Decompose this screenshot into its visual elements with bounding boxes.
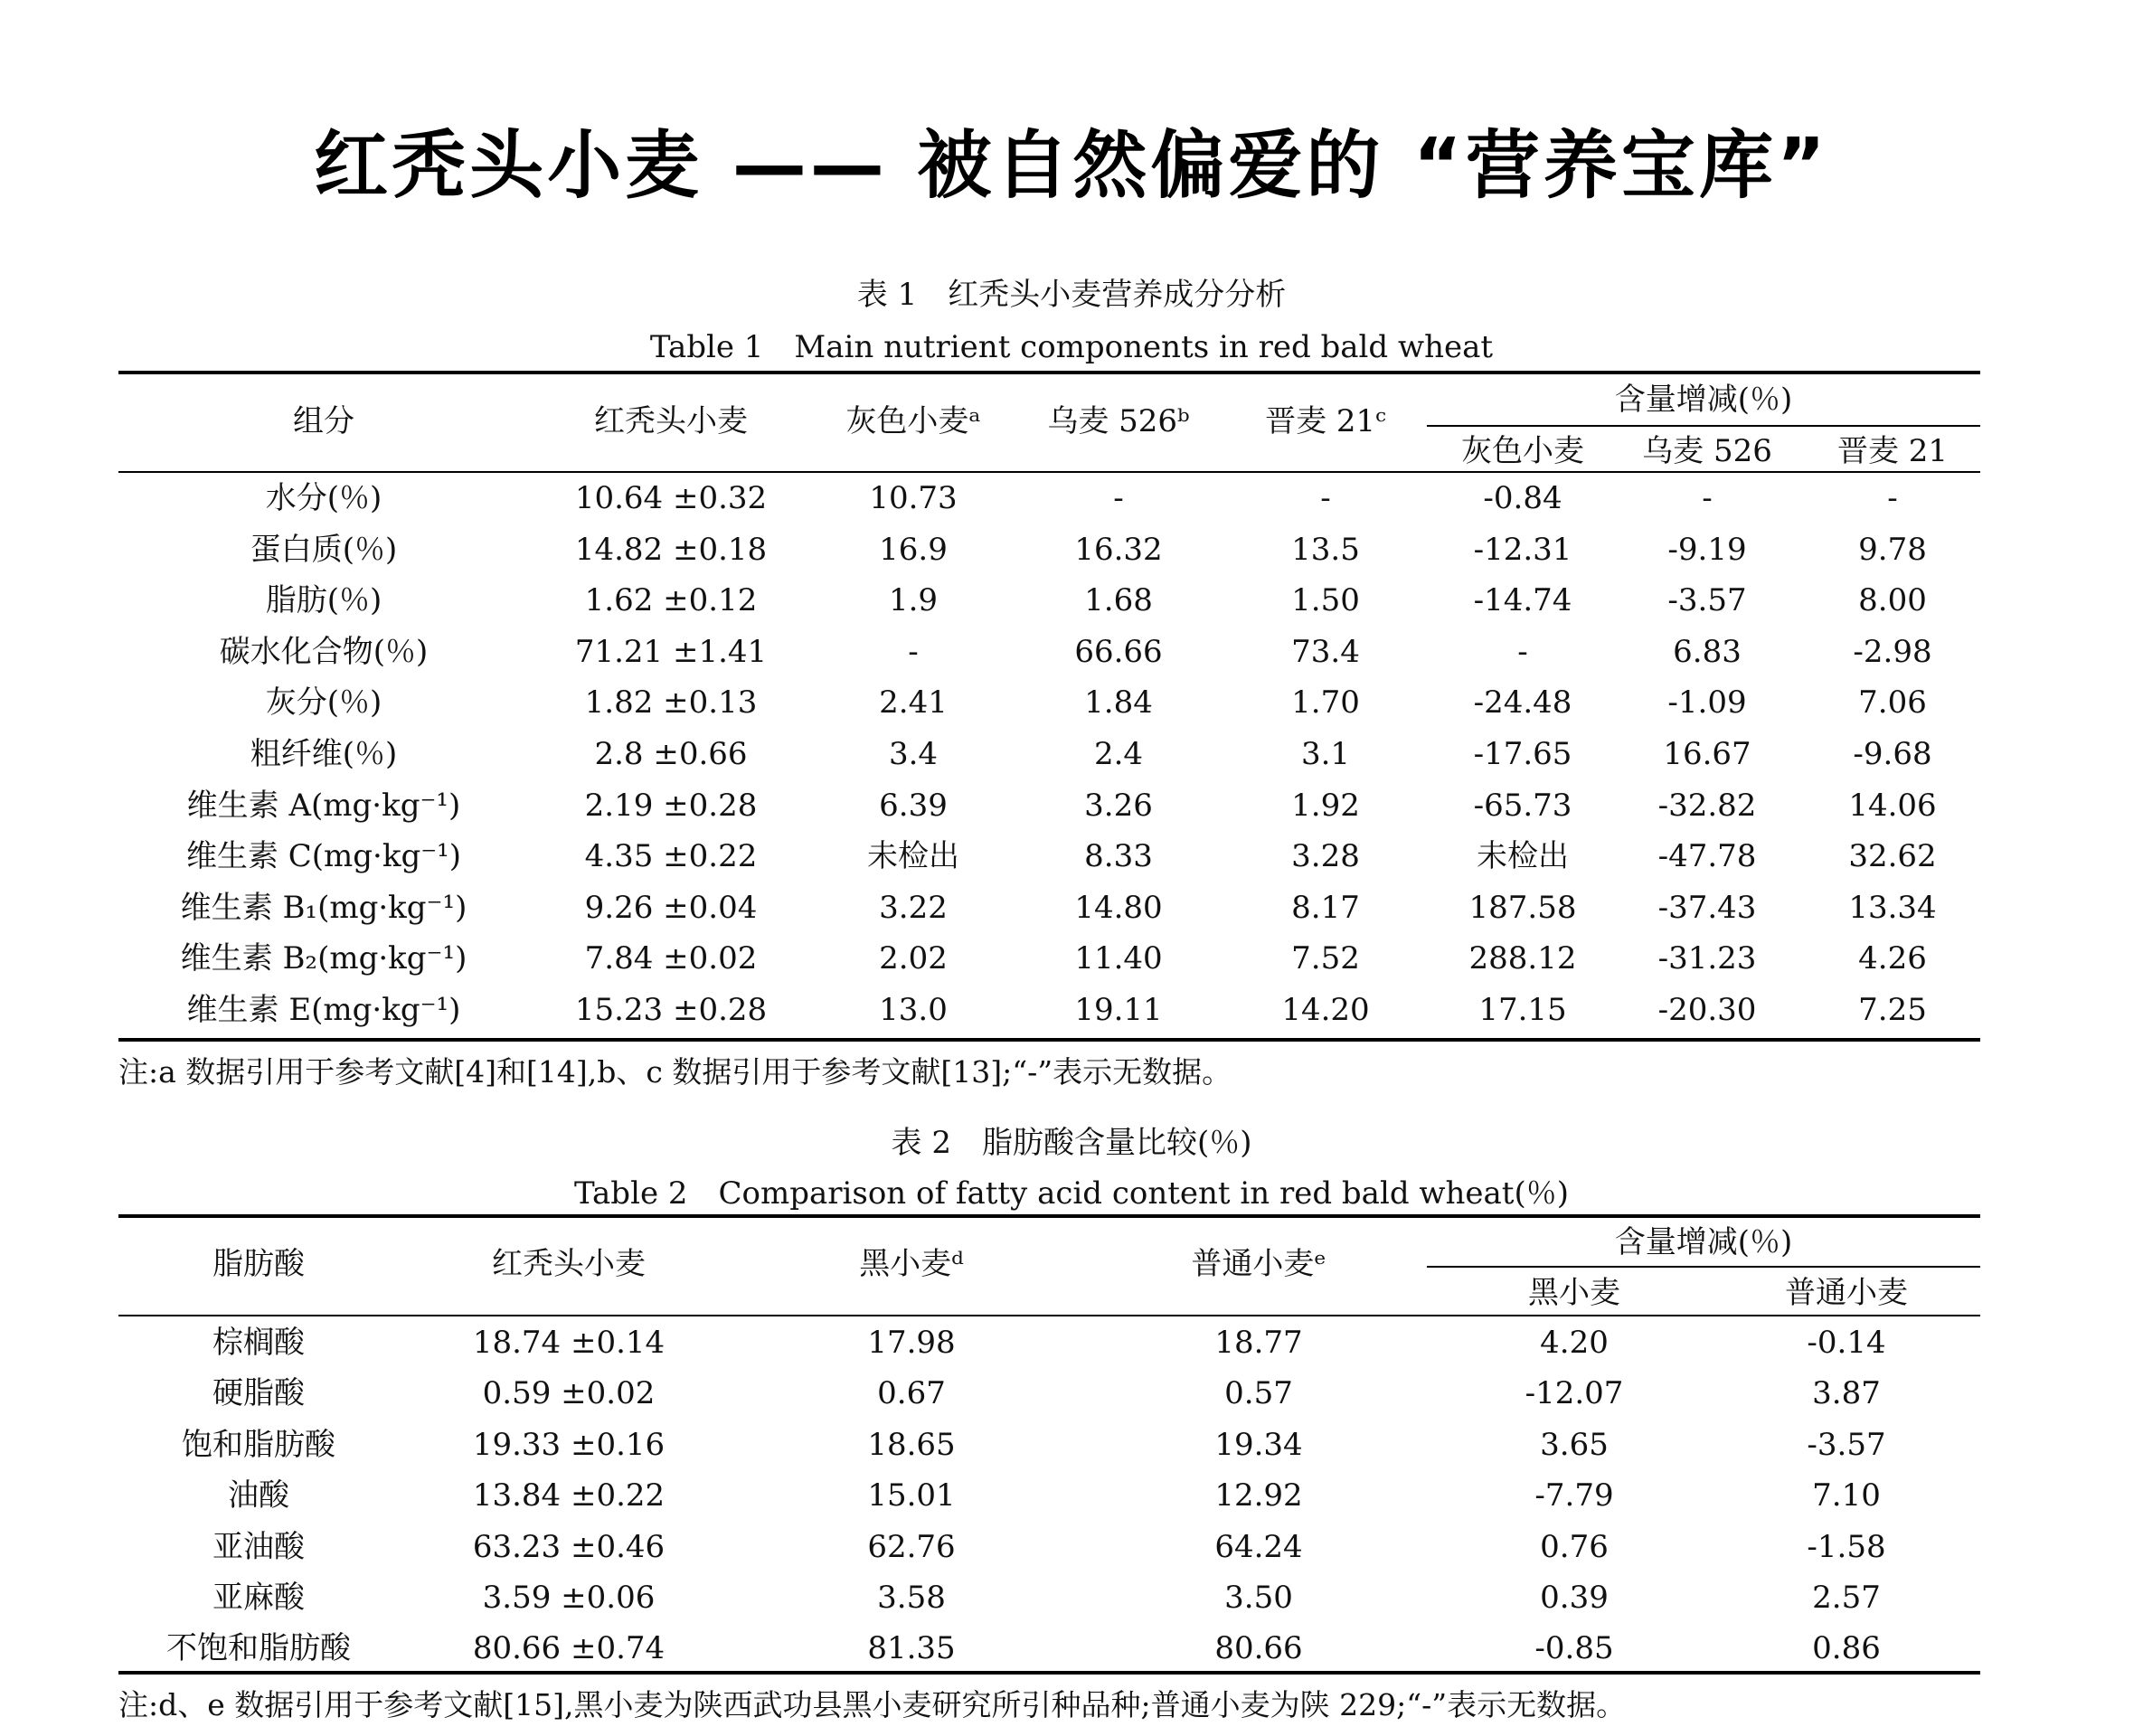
table2-header-2: 黑小麦ᵈ [859, 1246, 964, 1282]
table2-row-1-cell-0: 硬脂酸 [212, 1375, 305, 1412]
table1-row-8-cell-6: -37.43 [1657, 889, 1757, 926]
table1-row-4-cell-1: 1.82 ±0.13 [584, 684, 758, 722]
table1-row-0-cell-6: - [1702, 480, 1713, 516]
table1-row-6-cell-0: 维生素 A(mg·kg⁻¹) [186, 787, 461, 824]
table2-header-1: 红秃头小麦 [492, 1246, 646, 1282]
table1-row-10-cell-6: -20.30 [1657, 992, 1757, 1028]
table2-top-rule [118, 1214, 1980, 1218]
table1-row-8-cell-4: 8.17 [1291, 889, 1360, 926]
table2-row-2-cell-4: 3.65 [1540, 1426, 1609, 1463]
table1-row-9-cell-0: 维生素 B₂(mg·kg⁻¹) [180, 940, 467, 977]
table1-caption-en: Table 1 Main nutrient components in red bald wheat [649, 329, 1494, 365]
table2-row-5-cell-3: 3.50 [1224, 1580, 1293, 1616]
table1-row-7-cell-4: 3.28 [1291, 838, 1360, 875]
table2-row-1-cell-3: 0.57 [1224, 1375, 1293, 1412]
table2-row-0-cell-3: 18.77 [1214, 1325, 1303, 1361]
table2-row-6-cell-4: -0.85 [1534, 1630, 1614, 1667]
table1-row-0-cell-1: 10.64 ±0.32 [574, 480, 768, 516]
table1-header-4: 晋麦 21ᶜ [1265, 403, 1386, 439]
table1-note: 注:a 数据引用于参考文献[4]和[14],b、c 数据引用于参考文献[13];“-”表示无数据。 [118, 1054, 1232, 1090]
table1-row-5-cell-1: 2.8 ±0.66 [594, 736, 748, 772]
table1-header-rule [118, 471, 1980, 473]
table1-row-2-cell-6: -3.57 [1667, 582, 1747, 619]
table1-subheader-1: 乌麦 526 [1642, 433, 1772, 469]
table1-header-3: 乌麦 526ᵇ [1047, 403, 1190, 439]
table2-row-6-cell-3: 80.66 [1214, 1630, 1303, 1667]
table1-row-1-cell-1: 14.82 ±0.18 [574, 531, 768, 568]
table1-row-0-cell-3: - [1113, 480, 1124, 516]
table2-row-2-cell-5: -3.57 [1807, 1426, 1886, 1463]
table1-header-1: 红秃头小麦 [594, 403, 748, 439]
table1-row-4-cell-7: 7.06 [1858, 684, 1927, 722]
table2-row-4-cell-4: 0.76 [1540, 1528, 1609, 1565]
table1-row-2-cell-7: 8.00 [1858, 582, 1927, 619]
table2-row-0-cell-4: 4.20 [1540, 1325, 1609, 1361]
table1-row-0-cell-0: 水分(％) [265, 480, 382, 516]
table2-row-4-cell-5: -1.58 [1807, 1528, 1886, 1565]
table1-row-3-cell-5: - [1517, 633, 1528, 670]
table1-row-1-cell-5: -12.31 [1473, 531, 1572, 568]
table1-row-0-cell-5: -0.84 [1483, 480, 1562, 516]
table1-row-5-cell-3: 2.4 [1093, 736, 1144, 772]
table2-row-1-cell-2: 0.67 [877, 1375, 946, 1412]
table2-header-rule [118, 1315, 1980, 1316]
table2-row-3-cell-4: -7.79 [1534, 1477, 1614, 1514]
table2-header-0: 脂肪酸 [212, 1246, 305, 1282]
table1-header-2: 灰色小麦ᵃ [845, 403, 981, 439]
table1-row-7-cell-0: 维生素 C(mg·kg⁻¹) [185, 838, 462, 875]
table1-row-2-cell-0: 脂肪(％) [265, 582, 382, 619]
table1-row-0-cell-7: - [1887, 480, 1898, 516]
table1-row-7-cell-1: 4.35 ±0.22 [584, 838, 758, 875]
table1-row-6-cell-5: -65.73 [1473, 787, 1572, 824]
table1-row-5-cell-4: 3.1 [1300, 736, 1351, 772]
table1-row-0-cell-2: 10.73 [869, 480, 958, 516]
table1-row-5-cell-7: -9.68 [1853, 736, 1932, 772]
table1-row-2-cell-2: 1.9 [888, 582, 939, 619]
table1-row-1-cell-4: 13.5 [1291, 531, 1360, 568]
table2-row-6-cell-1: 80.66 ±0.74 [472, 1630, 666, 1667]
table1-row-5-cell-6: 16.67 [1663, 736, 1751, 772]
table1-row-9-cell-1: 7.84 ±0.02 [584, 940, 758, 977]
table1-row-9-cell-4: 7.52 [1291, 940, 1360, 977]
table1-row-3-cell-7: -2.98 [1853, 633, 1932, 670]
table1-row-6-cell-7: 14.06 [1848, 787, 1937, 824]
table2-group-rule [1427, 1266, 1980, 1268]
table1-row-10-cell-2: 13.0 [879, 992, 948, 1028]
table2-caption-cn: 表 2 脂肪酸含量比较(％) [891, 1125, 1252, 1161]
table1-row-9-cell-2: 2.02 [879, 940, 948, 977]
table2-row-5-cell-0: 亚麻酸 [212, 1580, 305, 1616]
table1-row-6-cell-1: 2.19 ±0.28 [584, 787, 758, 824]
table2-row-6-cell-2: 81.35 [867, 1630, 956, 1667]
table1-bottom-rule [118, 1038, 1980, 1042]
table1-row-0-cell-4: - [1320, 480, 1331, 516]
table2-row-3-cell-1: 13.84 ±0.22 [472, 1477, 666, 1514]
table2-row-4-cell-1: 63.23 ±0.46 [472, 1528, 666, 1565]
table1-header-0: 组分 [293, 403, 354, 439]
table2-row-2-cell-1: 19.33 ±0.16 [472, 1426, 666, 1463]
table2-row-2-cell-0: 饱和脂肪酸 [182, 1426, 335, 1463]
table1-row-3-cell-0: 碳水化合物(％) [219, 633, 429, 670]
table1-row-6-cell-3: 3.26 [1084, 787, 1153, 824]
table2-row-0-cell-2: 17.98 [867, 1325, 956, 1361]
table2-row-3-cell-3: 12.92 [1214, 1477, 1303, 1514]
table1-row-6-cell-6: -32.82 [1657, 787, 1757, 824]
table2-row-0-cell-5: -0.14 [1807, 1325, 1886, 1361]
table1-row-2-cell-3: 1.68 [1084, 582, 1153, 619]
table1-row-3-cell-6: 6.83 [1673, 633, 1742, 670]
table2-row-0-cell-0: 棕榈酸 [212, 1325, 305, 1361]
table1-row-10-cell-3: 19.11 [1074, 992, 1163, 1028]
table1-row-1-cell-2: 16.9 [879, 531, 948, 568]
table2-row-2-cell-3: 19.34 [1214, 1426, 1303, 1463]
table2-group-header: 含量增减(％) [1614, 1224, 1793, 1260]
table1-row-1-cell-7: 9.78 [1858, 531, 1927, 568]
table1-row-2-cell-5: -14.74 [1473, 582, 1572, 619]
table1-row-6-cell-4: 1.92 [1291, 787, 1360, 824]
table1-row-1-cell-3: 16.32 [1074, 531, 1163, 568]
table1-row-10-cell-5: 17.15 [1478, 992, 1567, 1028]
table1-row-1-cell-0: 蛋白质(％) [250, 531, 398, 568]
table2-row-1-cell-5: 3.87 [1812, 1375, 1881, 1412]
table1-row-9-cell-5: 288.12 [1468, 940, 1577, 977]
table1-row-2-cell-4: 1.50 [1291, 582, 1360, 619]
table1-row-10-cell-7: 7.25 [1858, 992, 1927, 1028]
table1-row-2-cell-1: 1.62 ±0.12 [584, 582, 758, 619]
table2-subheader-1: 普通小麦 [1785, 1275, 1908, 1311]
table2-row-2-cell-2: 18.65 [867, 1426, 956, 1463]
table1-row-8-cell-2: 3.22 [879, 889, 948, 926]
table2-row-6-cell-0: 不饱和脂肪酸 [166, 1630, 351, 1667]
table1-row-5-cell-5: -17.65 [1473, 736, 1572, 772]
table1-caption-cn: 表 1 红秃头小麦营养成分分析 [856, 277, 1287, 313]
table1-row-4-cell-4: 1.70 [1291, 684, 1360, 722]
table2-row-3-cell-2: 15.01 [867, 1477, 956, 1514]
table2-row-5-cell-1: 3.59 ±0.06 [482, 1580, 656, 1616]
table1-row-8-cell-1: 9.26 ±0.04 [584, 889, 758, 926]
table1-row-8-cell-5: 187.58 [1468, 889, 1577, 926]
page-title: 红秃头小麦 —— 被自然偏爱的 “营养宝库” [314, 123, 1829, 209]
table1-row-5-cell-2: 3.4 [888, 736, 939, 772]
table2-bottom-rule [118, 1671, 1980, 1675]
table1-row-3-cell-1: 71.21 ±1.41 [574, 633, 768, 670]
table1-row-4-cell-6: -1.09 [1667, 684, 1747, 722]
table1-row-7-cell-7: 32.62 [1848, 838, 1937, 875]
table1-row-10-cell-4: 14.20 [1281, 992, 1370, 1028]
table2-row-4-cell-0: 亚油酸 [212, 1528, 305, 1565]
table1-row-4-cell-5: -24.48 [1473, 684, 1572, 722]
table2-row-4-cell-3: 64.24 [1214, 1528, 1303, 1565]
table1-row-7-cell-2: 未检出 [867, 838, 959, 875]
table1-group-rule [1427, 425, 1980, 427]
table2-row-6-cell-5: 0.86 [1812, 1630, 1881, 1667]
table2-header-3: 普通小麦ᵉ [1191, 1246, 1326, 1282]
table1-row-9-cell-7: 4.26 [1858, 940, 1927, 977]
table2-row-1-cell-1: 0.59 ±0.02 [482, 1375, 656, 1412]
table1-row-6-cell-2: 6.39 [879, 787, 948, 824]
table1-row-10-cell-0: 维生素 E(mg·kg⁻¹) [186, 992, 461, 1028]
table1-row-7-cell-3: 8.33 [1084, 838, 1153, 875]
table1-row-8-cell-3: 14.80 [1074, 889, 1163, 926]
table1-row-3-cell-2: - [908, 633, 919, 670]
table1-row-8-cell-7: 13.34 [1848, 889, 1937, 926]
table1-row-7-cell-6: -47.78 [1657, 838, 1757, 875]
table1-row-8-cell-0: 维生素 B₁(mg·kg⁻¹) [180, 889, 467, 926]
table1-row-7-cell-5: 未检出 [1477, 838, 1569, 875]
table2-caption-en: Table 2 Comparison of fatty acid content in red bald wheat(％) [574, 1175, 1569, 1212]
table2-note: 注:d、e 数据引用于参考文献[15],黑小麦为陕西武功县黑小麦研究所引种品种;普通小麦为陕 229;“-”表示无数据。 [118, 1687, 1627, 1722]
table1-subheader-0: 灰色小麦 [1461, 433, 1584, 469]
table1-row-3-cell-3: 66.66 [1074, 633, 1163, 670]
table1-row-4-cell-2: 2.41 [879, 684, 948, 722]
table1-row-4-cell-0: 灰分(％) [265, 684, 382, 722]
table1-subheader-2: 晋麦 21 [1836, 433, 1949, 469]
table1-row-9-cell-6: -31.23 [1657, 940, 1757, 977]
table2-subheader-0: 黑小麦 [1528, 1275, 1620, 1311]
table1-row-5-cell-0: 粗纤维(％) [250, 736, 398, 772]
table2-row-3-cell-5: 7.10 [1812, 1477, 1881, 1514]
table2-row-4-cell-2: 62.76 [867, 1528, 956, 1565]
table2-row-5-cell-5: 2.57 [1812, 1580, 1881, 1616]
table1-group-header: 含量增减(％) [1614, 382, 1793, 418]
table2-row-5-cell-2: 3.58 [877, 1580, 946, 1616]
table1-row-9-cell-3: 11.40 [1074, 940, 1163, 977]
table1-top-rule [118, 371, 1980, 374]
table1-row-3-cell-4: 73.4 [1291, 633, 1360, 670]
table1-row-1-cell-6: -9.19 [1667, 531, 1747, 568]
table2-row-1-cell-4: -12.07 [1525, 1375, 1624, 1412]
table1-row-4-cell-3: 1.84 [1084, 684, 1153, 722]
table1-row-10-cell-1: 15.23 ±0.28 [574, 992, 768, 1028]
table2-row-3-cell-0: 油酸 [228, 1477, 289, 1514]
table2-row-0-cell-1: 18.74 ±0.14 [472, 1325, 666, 1361]
table2-row-5-cell-4: 0.39 [1540, 1580, 1609, 1616]
